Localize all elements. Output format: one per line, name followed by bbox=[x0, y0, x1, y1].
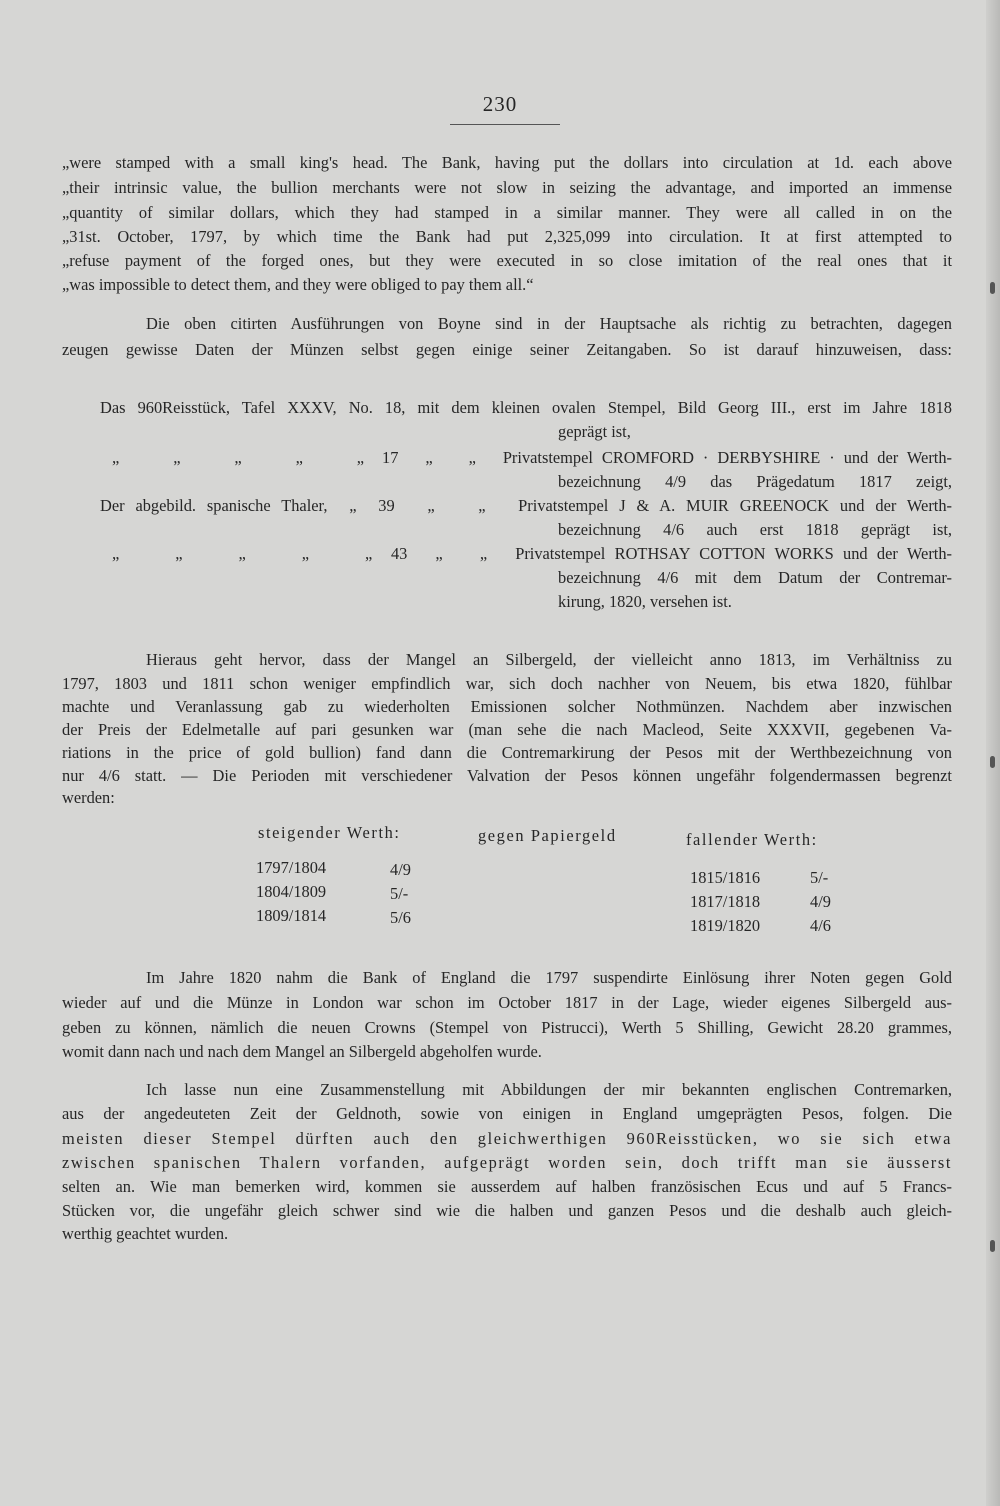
falling-period: 1815/1816 bbox=[690, 868, 761, 887]
scan-mark bbox=[990, 282, 995, 294]
header-rule bbox=[450, 124, 560, 125]
list-line: Der abgebild. spanische Thaler, „ 39 „ „ Privatstempel J & A. MUIR GREENOCK und der Werth- bbox=[100, 496, 952, 515]
list-line: „ „ „ „ „ 43 „ „ Privatstempel ROTHSAY COTTON WORKS und der Werth- bbox=[112, 544, 952, 563]
quote-line: „were stamped with a small king's head. The Bank, having put the dollars into circulation at 1d. each above bbox=[62, 153, 952, 172]
scan-mark bbox=[990, 756, 995, 768]
list-line: kirung, 1820, versehen ist. bbox=[558, 592, 732, 611]
rising-period: 1809/1814 bbox=[256, 906, 327, 925]
list-line: bezeichnung 4/6 auch erst 1818 geprägt ist, bbox=[558, 520, 952, 539]
scan-mark bbox=[990, 1240, 995, 1252]
falling-value: 5/- bbox=[810, 868, 829, 887]
header-paper: gegen Papiergeld bbox=[478, 826, 617, 845]
paragraph-line: werthig geachtet wurden. bbox=[62, 1224, 229, 1243]
paragraph-line: Die oben citirten Ausführungen von Boyne sind in der Hauptsache als richtig zu betrachten, dagegen bbox=[146, 314, 952, 333]
rising-value: 5/- bbox=[390, 884, 409, 903]
rising-value: 4/9 bbox=[390, 860, 411, 879]
paragraph-line: selten an. Wie man bemerken wird, kommen sie ausserdem auf halben französischen Ecus und auf 5 Francs- bbox=[62, 1177, 952, 1196]
paragraph-line: Stücken vor, die ungefähr gleich schwer sind wie die halben und ganzen Pesos und die deshalb auch gleich- bbox=[62, 1201, 952, 1220]
paragraph-line: Hieraus geht hervor, dass der Mangel an Silbergeld, der vielleicht anno 1813, im Verhältniss zu bbox=[146, 650, 952, 669]
paragraph-line: aus der angedeuteten Zeit der Geldnoth, sowie von einigen in England umgeprägten Pesos, folgen. Die bbox=[62, 1104, 952, 1123]
paragraph-line: zeugen gewisse Daten der Münzen selbst gegen einige seiner Zeitangaben. So ist darauf hinzuweisen, dass: bbox=[62, 340, 952, 359]
rising-value: 5/6 bbox=[390, 908, 411, 927]
quote-line: „31st. October, 1797, by which time the Bank had put 2,325,099 into circulation. It at first attempted to bbox=[62, 227, 952, 246]
paragraph-line: womit dann nach und nach dem Mangel an Silbergeld abgeholfen wurde. bbox=[62, 1042, 542, 1061]
list-line: bezeichnung 4/6 mit dem Datum der Contremar- bbox=[558, 568, 952, 587]
falling-value: 4/6 bbox=[810, 916, 831, 935]
falling-period: 1819/1820 bbox=[690, 916, 761, 935]
paragraph-line: 1797, 1803 und 1811 schon weniger empfindlich war, sich doch nachher von Neuem, bis etwa 1820, fühlbar bbox=[62, 674, 952, 693]
header-falling: fallender Werth: bbox=[686, 830, 818, 849]
list-line: Das 960Reisstück, Tafel XXXV, No. 18, mit dem kleinen ovalen Stempel, Bild Georg III., erst im Jahre 1818 bbox=[100, 398, 952, 417]
paragraph-line: Im Jahre 1820 nahm die Bank of England die 1797 suspendirte Einlösung ihrer Noten gegen Gold bbox=[146, 968, 952, 987]
quote-line: „their intrinsic value, the bullion merchants were not slow in seizing the advantage, and imported an immense bbox=[62, 178, 952, 197]
paragraph-line: riations in the price of gold bullion) fand dann die Contremarkirung der Pesos mit der Werthbezeichnung von bbox=[62, 743, 952, 762]
page-number: 230 bbox=[482, 92, 518, 116]
quote-line: „quantity of similar dollars, which they had stamped in a similar manner. They were all called in on the bbox=[62, 203, 952, 222]
list-line: bezeichnung 4/9 das Prägedatum 1817 zeigt, bbox=[558, 472, 952, 491]
paragraph-line: zwischen spanischen Thalern vorfanden, aufgeprägt worden sein, doch trifft man sie äusserst bbox=[62, 1153, 952, 1172]
paragraph-line: wieder auf und die Münze in London war schon im October 1817 in der Lage, wieder eigenes Silbergeld aus- bbox=[62, 993, 952, 1012]
paragraph-line: der Preis der Edelmetalle auf pari gesunken war (man sehe die nach Macleod, Seite XXXVII, gegebenen Va- bbox=[62, 720, 952, 739]
paragraph-line: meisten dieser Stempel dürften auch den gleichwerthigen 960Reisstücken, wo sie sich etwa bbox=[62, 1129, 952, 1148]
header-rising: steigender Werth: bbox=[258, 823, 401, 842]
page-edge-shadow bbox=[986, 0, 1000, 1506]
list-line: „ „ „ „ „ 17 „ „ Privatstempel CROMFORD · DERBYSHIRE · und der Werth- bbox=[112, 448, 952, 467]
paragraph-line: nur 4/6 statt. — Die Perioden mit verschiedener Valvation der Pesos können ungefähr folgendermassen begrenzt bbox=[62, 766, 952, 785]
quote-line: „refuse payment of the forged ones, but they were executed in so close imitation of the real ones that it bbox=[62, 251, 952, 270]
rising-period: 1797/1804 bbox=[256, 858, 327, 877]
list-line: geprägt ist, bbox=[558, 422, 631, 441]
paragraph-line: Ich lasse nun eine Zusammenstellung mit Abbildungen der mir bekannten englischen Contremarken, bbox=[146, 1080, 952, 1099]
paragraph-line: werden: bbox=[62, 788, 115, 807]
quote-line: „was impossible to detect them, and they were obliged to pay them all.“ bbox=[62, 275, 534, 294]
falling-value: 4/9 bbox=[810, 892, 831, 911]
paragraph-line: machte und Veranlassung gab zu wiederholten Emissionen solcher Nothmünzen. Nachdem aber inzwischen bbox=[62, 697, 952, 716]
falling-period: 1817/1818 bbox=[690, 892, 761, 911]
rising-period: 1804/1809 bbox=[256, 882, 327, 901]
paragraph-line: geben zu können, nämlich die neuen Crowns (Stempel von Pistrucci), Werth 5 Shilling, Gewicht 28.20 grammes, bbox=[62, 1018, 952, 1037]
